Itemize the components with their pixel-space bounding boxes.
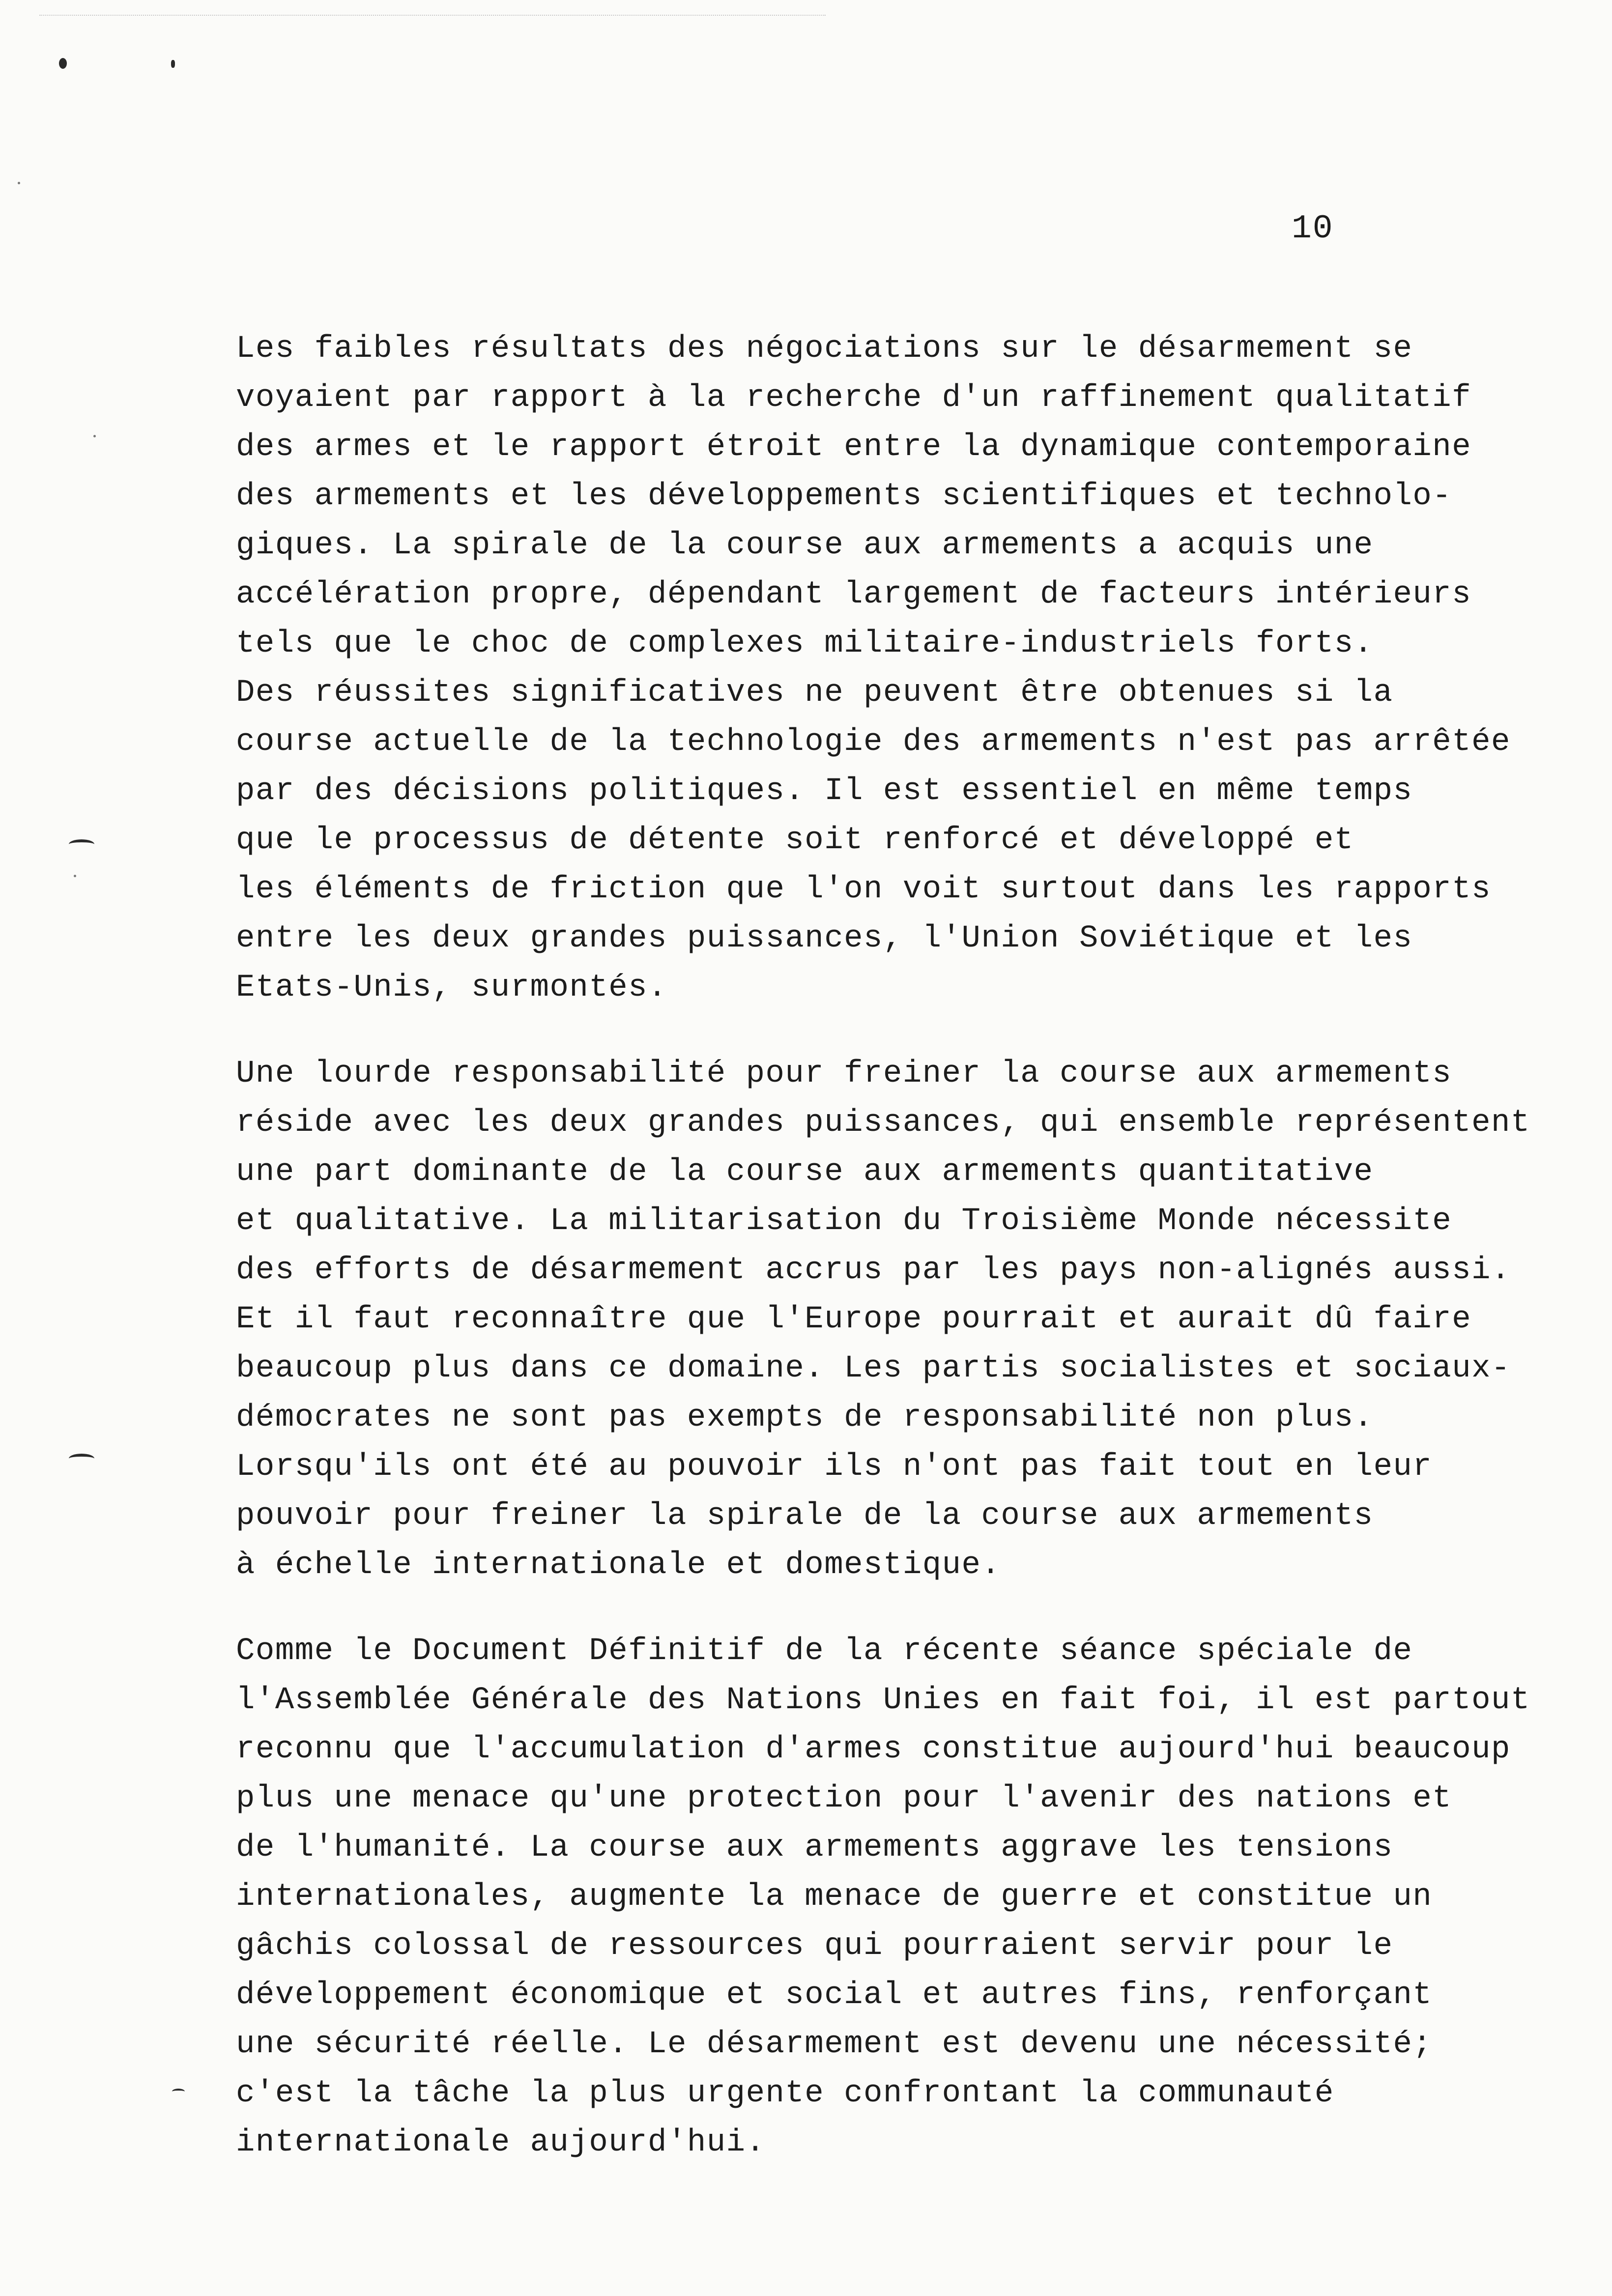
text-line: plus une menace qu'une protection pour l'avenir des nations et [236,1781,1452,1816]
text-line: Comme le Document Définitif de la récente séance spéciale de [236,1634,1413,1669]
margin-tick-mark [69,839,94,849]
text-line: démocrates ne sont pas exempts de responsabilité non plus. [236,1400,1374,1435]
page-number: 10 [1292,210,1334,248]
scan-speck-mark [93,435,96,437]
text-line: beaucoup plus dans ce domaine. Les partis socialistes et sociaux- [236,1351,1511,1386]
paragraph [236,1627,1573,2167]
text-line: pouvoir pour freiner la spirale de la course aux armements [236,1498,1374,1534]
text-line: Une lourde responsabilité pour freiner la course aux armements [236,1056,1452,1091]
text-line: des armes et le rapport étroit entre la dynamique contemporaine [236,430,1472,465]
text-line: gâchis colossal de ressources qui pourraient servir pour le [236,1928,1393,1964]
punch-hole-mark [59,58,67,69]
text-line: des efforts de désarmement accrus par les pays non-alignés aussi. [236,1253,1511,1288]
text-line: c'est la tâche la plus urgente confrontant la communauté [236,2076,1334,2111]
text-line: Lorsqu'ils ont été au pouvoir ils n'ont pas fait tout en leur [236,1449,1433,1485]
text-line: internationale aujourd'hui. [236,2125,766,2160]
text-line: de l'humanité. La course aux armements aggrave les tensions [236,1830,1393,1866]
text-line: une part dominante de la course aux armements quantitative [236,1154,1374,1190]
text-line: internationales, augmente la menace de guerre et constitue un [236,1879,1433,1915]
text-line: à échelle internationale et domestique. [236,1548,1001,1583]
text-line: voyaient par rapport à la recherche d'un raffinement qualitatif [236,380,1472,416]
text-line: giques. La spirale de la course aux armements a acquis une [236,528,1374,563]
margin-tick-mark [69,1454,94,1464]
scan-speck-mark [74,875,76,877]
text-line: par des décisions politiques. Il est essentiel en même temps [236,774,1413,809]
text-line: Des réussites significatives ne peuvent être obtenues si la [236,675,1393,711]
text-line: Les faibles résultats des négociations sur le désarmement se [236,331,1413,367]
text-line: des armements et les développements scientifiques et technolo- [236,479,1452,514]
scan-speck-mark [171,60,175,68]
paragraph [236,324,1573,1012]
text-line: les éléments de friction que l'on voit surtout dans les rapports [236,872,1491,907]
text-line: réside avec les deux grandes puissances, qui ensemble représentent [236,1105,1530,1141]
text-line: reconnu que l'accumulation d'armes constitue aujourd'hui beaucoup [236,1732,1511,1767]
margin-tick-mark [172,2089,185,2095]
text-line: course actuelle de la technologie des armements n'est pas arrêtée [236,724,1511,760]
text-line: entre les deux grandes puissances, l'Union Soviétique et les [236,921,1413,956]
text-line: l'Assemblée Générale des Nations Unies en fait foi, il est partout [236,1683,1530,1718]
text-line: accélération propre, dépendant largement de facteurs intérieurs [236,577,1472,612]
text-line: une sécurité réelle. Le désarmement est devenu une nécessité; [236,2027,1433,2062]
text-line: et qualitative. La militarisation du Troisième Monde nécessite [236,1204,1452,1239]
text-line: tels que le choc de complexes militaire-industriels forts. [236,626,1374,661]
scan-speck-mark [18,182,20,184]
text-line: développement économique et social et autres fins, renforçant [236,1978,1433,2013]
text-line: Et il faut reconnaître que l'Europe pourrait et aurait dû faire [236,1302,1472,1337]
text-line: que le processus de détente soit renforcé et développé et [236,823,1354,858]
paragraph [236,1049,1573,1590]
text-line: Etats-Unis, surmontés. [236,970,667,1005]
scan-edge-artifact [39,15,826,16]
